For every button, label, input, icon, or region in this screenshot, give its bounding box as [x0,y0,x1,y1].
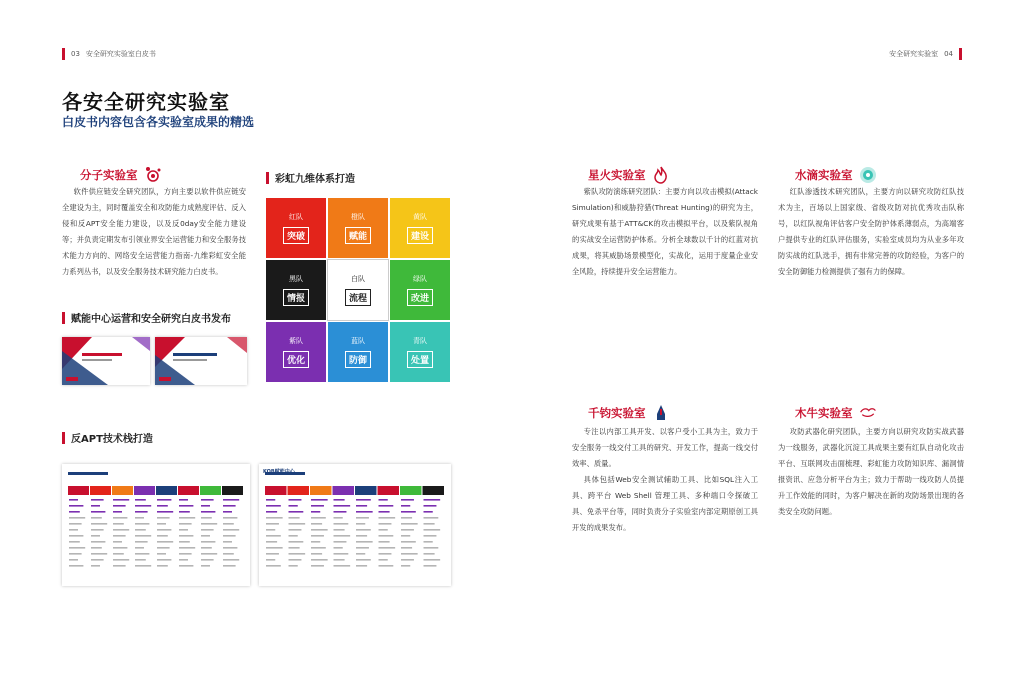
doc-text-line [401,499,414,501]
doc-text-line [379,535,394,537]
doc-text-line [266,559,275,561]
doc-text-line [379,505,394,507]
doc-text-line [179,529,188,531]
grid-team-label: 绿队 [413,275,427,283]
flame-icon [652,166,670,184]
doc-text-line [201,547,212,549]
doc-text-line [201,529,214,531]
shuidi-lab-heading [795,166,877,184]
grid-cell [389,197,451,259]
doc-text-line [356,517,369,519]
grid-role-label: 建设 [407,227,433,244]
doc-text-line [266,541,277,543]
doc-header-cell [378,486,400,495]
doc-text-line [311,547,326,549]
doc-text-line [289,541,304,543]
doc-text-line [69,529,78,531]
doc-text-line [289,517,300,519]
doc-text-line [401,529,414,531]
doc-text-line [201,553,217,555]
doc-text-line [311,565,324,567]
doc-text-line [223,499,239,501]
page-title: 各安全研究实验室 [62,90,230,114]
doc-text-line [157,505,168,507]
doc-text-line [424,523,435,525]
grid-role-label: 赋能 [345,227,371,244]
doc-text-line [289,523,306,525]
doc-header-cell [134,486,155,495]
doc-text-line [311,529,328,531]
page-subtitle: 白皮书内容包含各实验室成果的精选 [62,115,255,129]
right-page-number: 04 [944,50,953,58]
grid-cell [389,259,451,321]
doc-text-line [311,541,320,543]
doc-text-line [135,535,151,537]
doc-text-line [113,523,124,525]
doc-text-line [179,535,193,537]
doc-text-line [113,517,127,519]
muniu-lab-name: 木牛实验室 [795,406,853,420]
xinghuo-lab-description [572,184,758,280]
right-header-title: 安全研究实验室 [889,50,939,58]
doc-header-cell [288,486,310,495]
doc-text-line [334,541,347,543]
doc-text-line [201,511,215,513]
grid-team-label: 橙队 [351,213,365,221]
doc-text-line [334,553,349,555]
grid-cell [327,197,389,259]
ox-icon [859,404,877,422]
doc-text-line [311,499,328,501]
water-drop-icon [859,166,877,184]
whitepaper-cover-1 [62,337,150,385]
grid-team-label: 红队 [289,213,303,221]
doc-text-line [223,553,234,555]
doc-text-line [135,499,146,501]
doc-text-line [379,499,388,501]
doc-text-line [334,565,351,567]
grid-cell [389,321,451,383]
doc-text-line [179,541,190,543]
doc-text-line [266,517,283,519]
doc-text-line [379,541,390,543]
doc-text-line [223,511,232,513]
doc-text-line [379,529,388,531]
doc-header-cell [355,486,377,495]
doc-text-line [356,559,371,561]
doc-text-line [113,505,126,507]
doc-text-line [201,505,210,507]
doc-text-line [135,565,151,567]
grid-team-label: 蓝队 [351,337,365,345]
grid-team-label: 青队 [413,337,427,345]
section-bar [62,432,65,444]
doc-text-line [201,565,210,567]
doc-text-line [379,523,392,525]
doc-text-line [266,523,279,525]
whitepaper-section-title: 赋能中心运营和安全研究白皮书发布 [71,314,231,325]
doc-text-line [69,553,82,555]
doc-text-line [311,559,328,561]
muniu-lab-text: 攻防武器化研究团队，主要方向以研究攻防实战武器为一线服务，武器化沉淀工具成果主要有红队自动化攻击平台、互联网攻击面梳理、彩虹能力攻防知识库、漏洞情报资讯、应急分析平台为主；致力于帮助一线攻防人员提升工作效能的同时，为客户解决在新的攻防场景出现的各类安全攻防问题。 [778,427,964,516]
doc-text-line [379,553,392,555]
shuidi-lab-text: 红队渗透技术研究团队，主要方向以研究攻防红队技术为主，百场以上国家级、省级攻防对抗优秀攻击队称号，以红队视角评估客户安全防护体系薄弱点，为高端客户提供专业的红队评估服务，实验室成员均为从业多年攻防实战的红队选手，拥有非常完善的攻防经验，为客户的安全防御能力检测提供了强有力的保障。 [778,187,964,276]
header-right-bar [959,48,962,60]
doc-text-line [91,553,107,555]
rocket-icon [652,404,670,422]
doc-text-line [334,547,343,549]
doc-header-cell [400,486,422,495]
doc-text-line [69,517,85,519]
doc2-label: KOB赋能中心 [263,469,295,475]
doc-text-line [201,523,217,525]
doc-text-line [69,499,78,501]
grid-cell [265,197,327,259]
doc-text-line [91,529,104,531]
doc-text-line [179,553,192,555]
doc-text-line [356,499,371,501]
doc-text-line [289,499,302,501]
doc-header-cell [68,486,89,495]
doc-text-line [201,517,212,519]
doc-text-line [424,517,439,519]
doc-text-line [356,505,367,507]
doc-text-line [179,511,190,513]
doc-text-line [356,523,365,525]
doc-text-line [401,505,410,507]
doc-text-line [311,505,324,507]
doc-text-line [356,565,367,567]
grid-team-label: 紫队 [289,337,303,345]
doc-text-line [223,529,239,531]
doc-text-line [135,559,146,561]
doc-text-line [223,535,236,537]
doc-text-line [289,547,300,549]
doc-text-line [135,505,151,507]
doc-text-line [157,517,170,519]
xinghuo-lab-text: 紫队攻防演练研究团队：主要方向以攻击模拟(Attack Simulation)和威胁狩猎(Threat Hunting)的研究为主，研究成果有基于ATT&CK的攻击模拟平台，以及紫队视角的实战安全运营防护体系。分析全球数以千计的红蓝对抗成果，将其威胁场景模型化，实战化，运用于度量企业安全风险，持续提升安全运营能力。 [572,187,758,276]
molecule-icon [144,166,162,184]
antiapt-table-doc-1 [62,464,250,586]
doc-text-line [311,511,320,513]
grid-role-label: 处置 [407,351,433,368]
doc-text-line [91,559,104,561]
doc-text-line [201,535,210,537]
doc-text-line [379,517,396,519]
doc-text-line [266,565,281,567]
doc-text-line [356,511,373,513]
doc-text-line [113,499,129,501]
doc-text-line [356,535,367,537]
doc-text-line [424,565,437,567]
doc-text-line [135,523,149,525]
doc-text-line [113,553,124,555]
doc-text-line [91,541,105,543]
doc-text-line [157,565,168,567]
doc-text-line [311,553,322,555]
grid-role-label: 防御 [345,351,371,368]
rainbow-section-title: 彩虹九维体系打造 [275,174,355,185]
grid-role-label: 改进 [407,289,433,306]
grid-role-label: 流程 [345,289,371,306]
left-header-title: 安全研究实验室白皮书 [85,50,156,58]
doc-text-line [91,565,100,567]
doc-text-line [266,511,277,513]
fenzi-lab-heading [80,166,162,184]
doc-text-line [424,529,441,531]
header-right [889,48,962,60]
doc-text-line [179,517,195,519]
doc-text-line [266,505,281,507]
fenzi-lab-description [62,184,246,280]
doc-text-line [266,529,275,531]
doc-text-line [179,523,192,525]
grid-role-label: 情报 [283,289,309,306]
doc-text-line [91,523,107,525]
doc-text-line [424,559,441,561]
shuidi-lab-description [778,184,964,280]
header-left-bar [62,48,65,60]
qianjun-lab-name: 千钧实验室 [588,406,646,420]
doc-header-cell [200,486,221,495]
doc-text-line [113,547,127,549]
doc-header-cell [423,486,445,495]
doc-text-line [135,553,149,555]
doc-text-line [356,529,371,531]
doc-header-cell [156,486,177,495]
whitepaper-section-heading [62,310,231,325]
left-page-number: 03 [71,50,80,58]
qianjun-lab-text-1: 专注以内部工具开发、以客户受小工具为主，致力于安全服务一线交付工具的研究、开发工作，提高一线交付效率、质量。 [572,427,758,468]
doc-text-line [113,529,129,531]
doc-text-line [157,541,173,543]
doc-text-line [135,517,144,519]
doc-text-line [157,553,166,555]
doc-text-line [289,511,304,513]
antiapt-table-doc-2 [259,464,451,586]
doc-text-line [223,505,236,507]
doc-text-line [334,511,347,513]
doc-text-line [113,511,122,513]
doc-text-line [91,547,102,549]
doc-text-line [69,565,83,567]
doc-text-line [266,499,275,501]
doc-text-line [311,517,326,519]
doc-text-line [334,559,345,561]
doc-text-line [334,505,351,507]
xinghuo-lab-heading [588,166,670,184]
doc-text-line [201,499,214,501]
doc-text-line [379,511,390,513]
doc-text-line [157,523,166,525]
doc-text-line [179,565,193,567]
doc-text-line [356,547,369,549]
doc-header-cell [310,486,332,495]
muniu-lab-heading [795,404,877,422]
doc-header-cell [265,486,287,495]
doc-text-line [69,511,80,513]
doc-text-line [113,535,126,537]
muniu-lab-description [778,424,964,520]
doc-text-line [424,499,441,501]
doc-text-line [157,547,170,549]
section-bar [62,312,65,324]
doc-text-line [289,535,298,537]
doc-text-line [356,541,373,543]
doc-text-line [157,529,171,531]
doc-text-line [69,535,83,537]
xinghuo-lab-name: 星火实验室 [588,168,646,182]
grid-cell [265,321,327,383]
grid-cell [327,259,389,321]
grid-cell [327,321,389,383]
doc-text-line [135,541,148,543]
doc-text-line [179,499,188,501]
doc-text-line [424,553,435,555]
fenzi-lab-text: 软件供应链安全研究团队，方向主要以软件供应链安全建设为主，同时覆盖安全和攻防能力成熟度评估、反入侵和反APT安全能力建设，以及反0day安全能力建设等；并负责定期发布引领业界安全运营能力和安全服务技术能力方向的、网络安全运营能力指南-九维彩虹安全能力系列丛书，以及安全服务技术研究能力白皮书。 [62,187,246,276]
doc-text-line [266,535,281,537]
doc-text-line [289,559,302,561]
doc-text-line [401,553,418,555]
doc-text-line [223,541,232,543]
whitepaper-cover-2 [155,337,247,385]
doc-text-line [334,517,343,519]
doc-text-line [424,505,437,507]
doc-text-line [379,565,394,567]
doc-text-line [356,553,365,555]
doc-text-line [157,559,171,561]
doc-text-line [223,559,239,561]
doc-text-line [424,541,433,543]
doc-text-line [223,517,237,519]
doc-text-line [311,535,324,537]
rainbow-nine-grid [265,197,451,383]
doc-text-line [201,541,215,543]
doc-text-line [401,559,414,561]
section-bar [266,172,269,184]
doc-text-line [91,535,100,537]
doc-text-line [91,499,104,501]
rainbow-section-heading [266,170,355,185]
doc-text-line [113,541,122,543]
antiapt-section-title: 反APT技术栈打造 [71,434,153,445]
doc-text-line [91,517,102,519]
doc-text-line [379,547,396,549]
doc-text-line [69,523,82,525]
doc-text-line [69,541,80,543]
doc-text-line [157,535,168,537]
doc-text-line [379,559,388,561]
doc-text-line [135,529,146,531]
grid-role-label: 突破 [283,227,309,244]
doc-text-line [135,547,144,549]
doc-text-line [424,511,433,513]
doc-text-line [334,535,351,537]
doc-header-cell [90,486,111,495]
doc-header-cell [178,486,199,495]
qianjun-lab-text-2: 具体包括Web安全测试辅助工具、比如SQL注入工具、跨平台 Web Shell 管理工具、多种端口令探破工具、免杀平台等，同时负责分子实验室内部定期原创工具开发的成果发布。 [572,475,758,532]
doc-text-line [266,553,279,555]
doc-text-line [113,565,126,567]
antiapt-section-heading [62,430,153,445]
doc-text-line [69,547,85,549]
qianjun-lab-description [572,424,758,536]
doc-text-line [289,529,302,531]
qianjun-lab-heading [588,404,670,422]
doc-text-line [334,523,349,525]
grid-role-label: 优化 [283,351,309,368]
doc-title-mark [68,472,108,475]
doc-text-line [201,559,214,561]
doc-text-line [334,499,345,501]
header-left [62,48,156,60]
doc-text-line [223,523,234,525]
grid-team-label: 白队 [351,275,365,283]
doc-text-line [266,547,283,549]
doc-text-line [424,535,437,537]
doc-text-line [91,511,105,513]
doc-header-cell [333,486,355,495]
fenzi-lab-name: 分子实验室 [80,168,138,182]
doc-text-line [157,511,173,513]
doc-text-line [113,559,129,561]
doc-text-line [401,565,410,567]
doc-text-line [135,511,148,513]
doc-text-line [401,541,416,543]
doc-text-line [334,529,345,531]
doc-header-cell [112,486,133,495]
shuidi-lab-name: 水滴实验室 [795,168,853,182]
doc-text-line [69,505,83,507]
grid-team-label: 黑队 [289,275,303,283]
doc-text-line [289,505,298,507]
doc-text-line [401,511,416,513]
doc-text-line [223,565,236,567]
doc-text-line [223,547,237,549]
doc-text-line [157,499,171,501]
doc-text-line [401,517,412,519]
doc-text-line [69,559,78,561]
doc-text-line [91,505,100,507]
doc-header-cell [222,486,243,495]
doc-text-line [179,559,188,561]
doc-text-line [424,547,439,549]
doc-text-line [179,505,193,507]
doc-text-line [401,523,418,525]
doc-text-line [401,547,412,549]
doc-text-line [311,523,322,525]
doc-text-line [179,547,195,549]
grid-cell [265,259,327,321]
doc-text-line [289,553,306,555]
grid-team-label: 黄队 [413,213,427,221]
doc-text-line [289,565,298,567]
doc-text-line [401,535,410,537]
